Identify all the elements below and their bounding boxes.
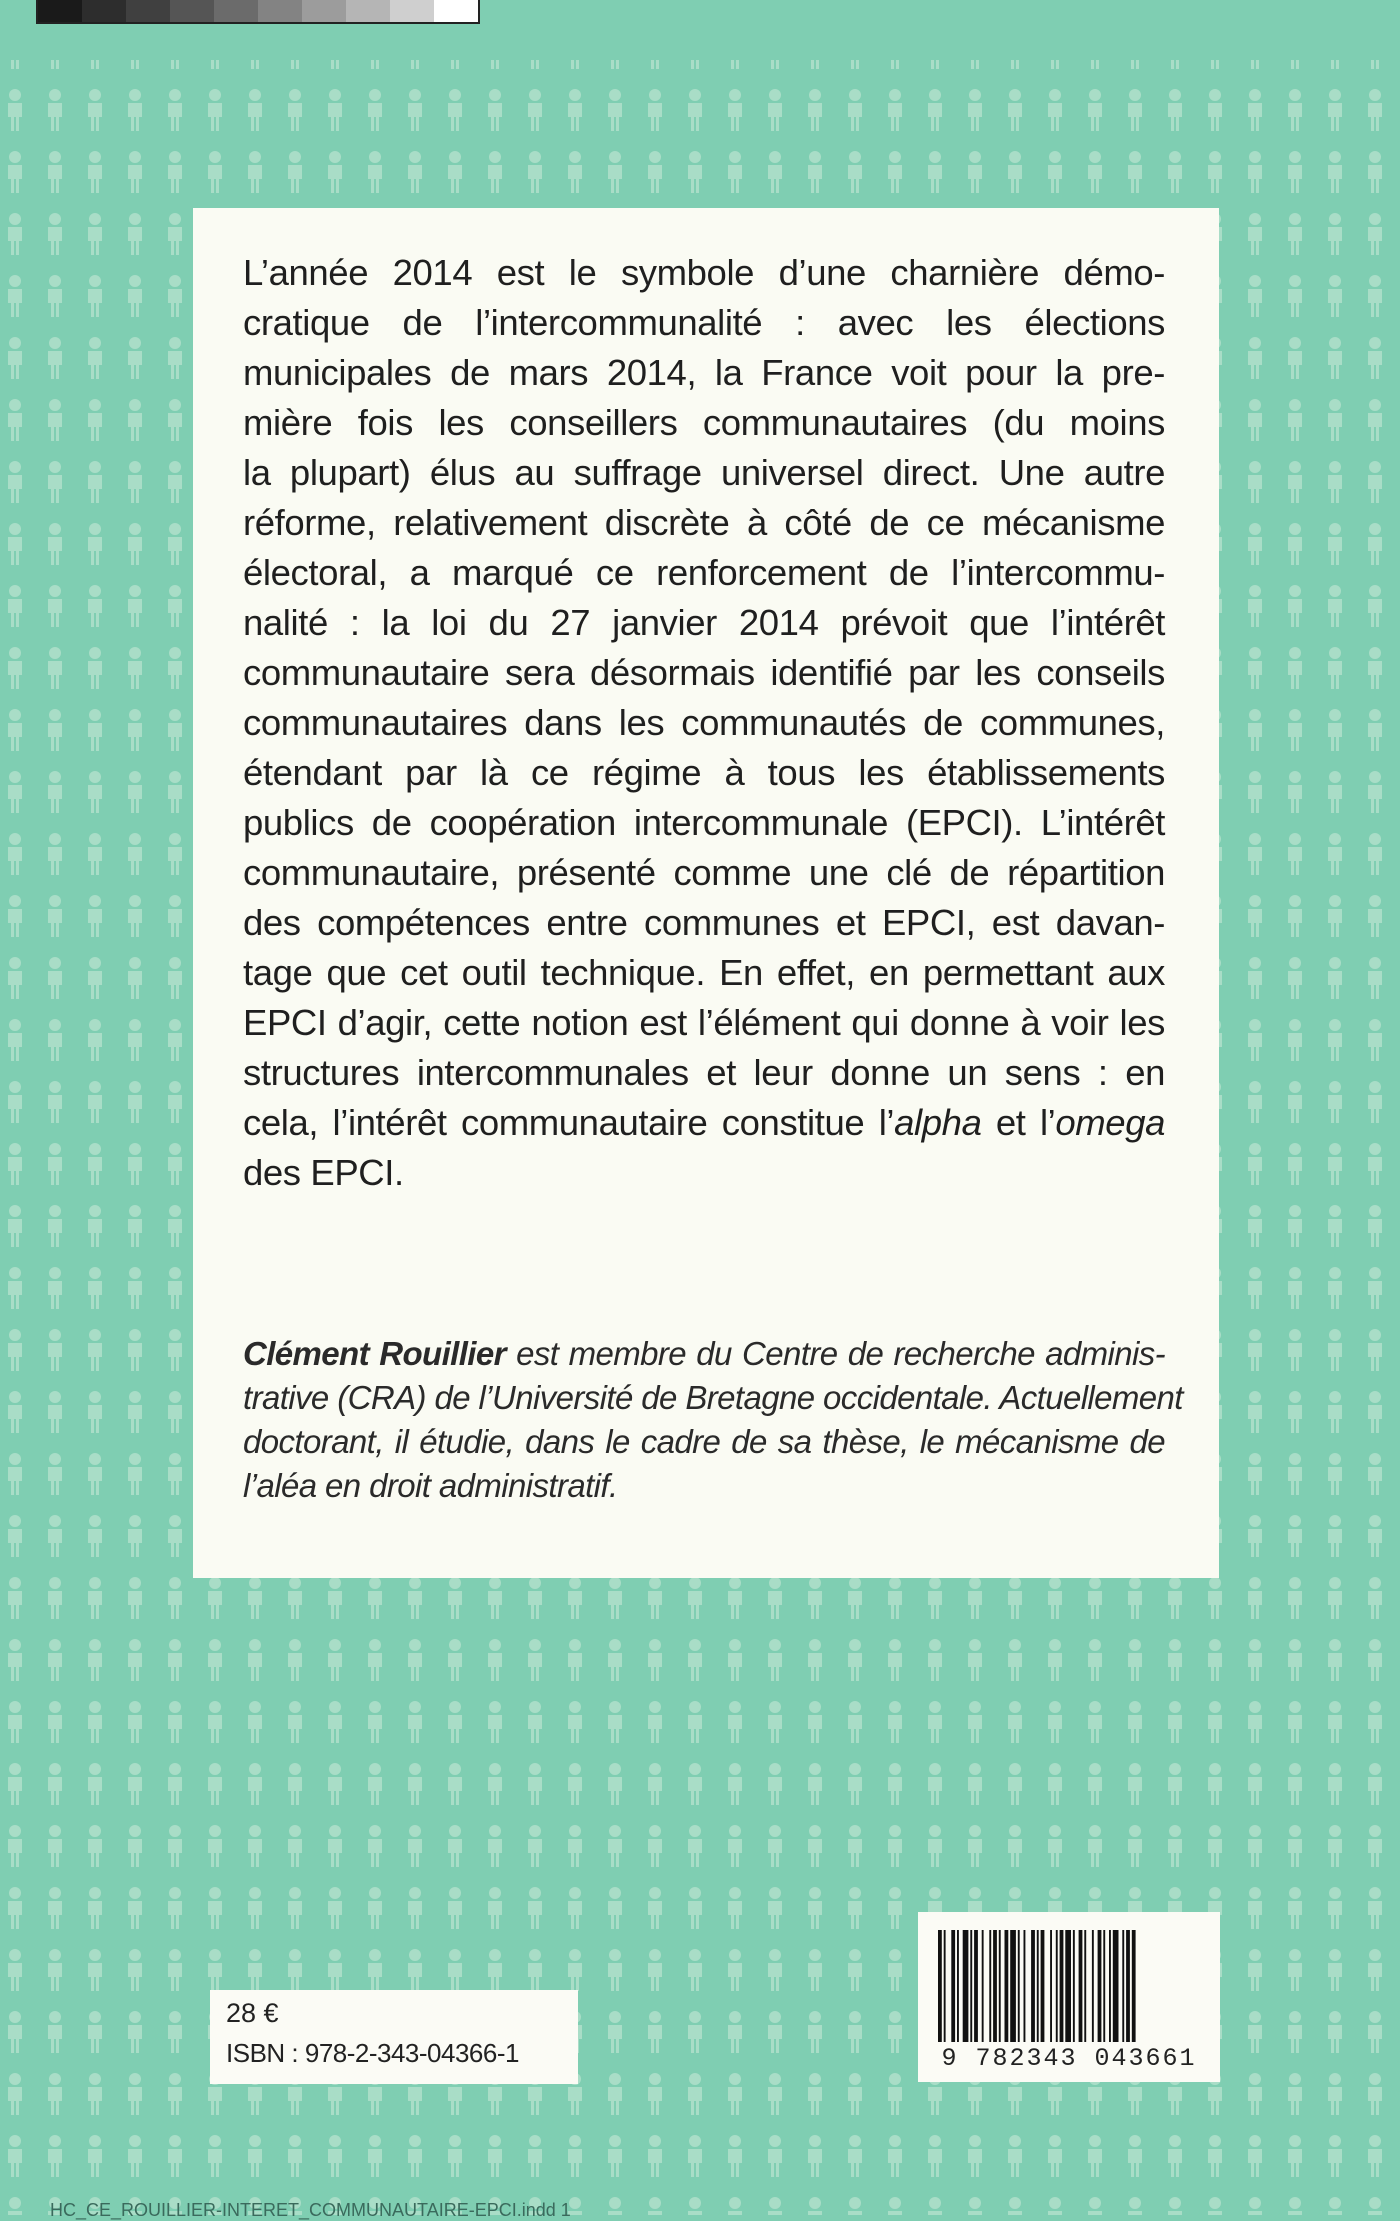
blurb-text: cela, l’intérêt communautaire constitue l’ bbox=[243, 1102, 895, 1143]
barcode-icon bbox=[936, 1930, 1202, 2042]
text-panel bbox=[193, 208, 1219, 1578]
blurb-line: des EPCI. bbox=[243, 1152, 404, 1193]
blurb-line: communautaires dans les communautés de communes, bbox=[243, 702, 1165, 743]
bio-line bbox=[243, 1332, 1165, 1376]
barcode-digits: 9 782343 043661 bbox=[941, 2044, 1197, 2073]
blurb-line: structures intercommunales et leur donne un sens : en bbox=[243, 1052, 1165, 1093]
blurb-line: municipales de mars 2014, la France voit pour la pre- bbox=[243, 352, 1165, 393]
blurb-line: nalité : la loi du 27 janvier 2014 prévoit que l’intérêt bbox=[243, 602, 1165, 643]
omega-term: omega bbox=[1055, 1102, 1165, 1143]
blurb-line: électoral, a marqué ce renforcement de l’intercommu- bbox=[243, 552, 1165, 593]
print-slug: HC_CE_ROUILLIER-INTERET_COMMUNAUTAIRE-EPCI.indd 1 bbox=[50, 2200, 571, 2220]
blurb-line: la plupart) élus au suffrage universel direct. Une autre bbox=[243, 452, 1165, 493]
price: 28 € bbox=[226, 1998, 279, 2028]
color-calibration-strip bbox=[36, 0, 480, 24]
barcode-box bbox=[918, 1912, 1220, 2082]
blurb-line: cratique de l’intercommunalité : avec les élections bbox=[243, 302, 1165, 343]
blurb-line: L’année 2014 est le symbole d’une charnière démo- bbox=[243, 252, 1165, 293]
isbn: ISBN : 978-2-343-04366-1 bbox=[226, 2038, 519, 2068]
blurb-line: des compétences entre communes et EPCI, est davan- bbox=[243, 902, 1165, 943]
alpha-term: alpha bbox=[894, 1102, 982, 1143]
blurb-line bbox=[243, 1098, 1165, 1148]
bio-text: est membre du Centre de recherche adminis- bbox=[505, 1335, 1165, 1372]
bio-line: l’aléa en droit administratif. bbox=[243, 1467, 618, 1504]
blurb-text: et l’ bbox=[981, 1102, 1056, 1143]
blurb-line: publics de coopération intercommunale (EPCI). L’intérêt bbox=[243, 802, 1165, 843]
back-cover-blurb bbox=[243, 248, 1165, 1198]
blurb-line: réforme, relativement discrète à côté de ce mécanisme bbox=[243, 502, 1165, 543]
blurb-line: EPCI d’agir, cette notion est l’élément qui donne à voir les bbox=[243, 1002, 1165, 1043]
bio-line: doctorant, il étudie, dans le cadre de sa thèse, le mécanisme de bbox=[243, 1423, 1165, 1460]
bio-line: trative (CRA) de l’Université de Bretagne occidentale. Actuellement bbox=[243, 1379, 1183, 1416]
blurb-line: tage que cet outil technique. En effet, en permettant aux bbox=[243, 952, 1165, 993]
blurb-line: communautaire, présenté comme une clé de répartition bbox=[243, 852, 1165, 893]
author-name: Clément Rouillier bbox=[243, 1335, 506, 1372]
blurb-line: mière fois les conseillers communautaires (du moins bbox=[243, 402, 1165, 443]
author-bio bbox=[243, 1332, 1183, 1508]
price-box bbox=[210, 1990, 578, 2084]
blurb-line: étendant par là ce régime à tous les établissements bbox=[243, 752, 1165, 793]
blurb-line: communautaire sera désormais identifié par les conseils bbox=[243, 652, 1165, 693]
